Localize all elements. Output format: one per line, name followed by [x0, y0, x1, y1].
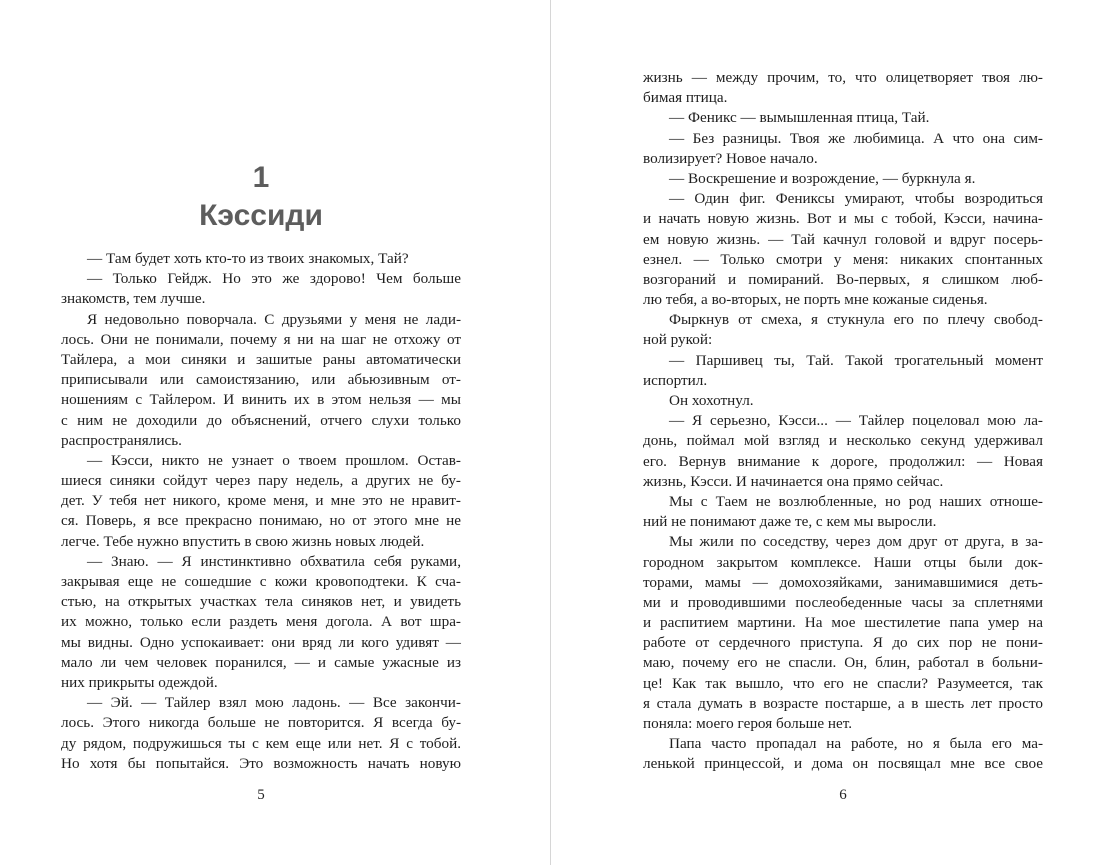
- text-line: и распитием мартини. На мое шестилетие папа умер на: [643, 614, 1043, 632]
- text-line: поняла: моего героя больше нет.: [643, 715, 853, 732]
- text-line: ленькой принцессой, и дома он посвящал мне все свое: [643, 755, 1043, 773]
- text-line: распространялись.: [61, 431, 182, 449]
- text-line: с ним не доходили до объяснений, отчего слухи только: [61, 411, 461, 429]
- text-line: Папа часто пропадал на работе, но я была его ма-: [669, 735, 1043, 753]
- text-line: торами, мамы — домохозяйками, занимавшимися деть-: [643, 573, 1043, 591]
- text-line: донь, поймал мой взгляд и несколько секунд удерживал: [643, 432, 1043, 450]
- chapter-title: Кэссиди: [199, 199, 323, 232]
- text-line: городном закрытом комплексе. Наши отцы были док-: [643, 553, 1043, 571]
- text-line: — Я серьезно, Кэсси... — Тайлер поцеловал мою ла-: [669, 412, 1043, 430]
- text-line: волизирует? Новое начало.: [643, 149, 818, 167]
- text-line: — Без разницы. Твоя же любимица. А что она сим-: [669, 129, 1043, 147]
- text-line: легче. Тебе нужно впустить в свою жизнь новых людей.: [61, 532, 425, 550]
- text-line: — Один фиг. Фениксы умирают, чтобы возродиться: [669, 190, 1043, 208]
- text-line: них прикрыты одеждой.: [61, 673, 218, 691]
- text-line: — Паршивец ты, Тай. Такой трогательный момент: [669, 351, 1043, 369]
- page-number: 5: [257, 787, 265, 803]
- text-line: Я недовольно поворчала. С друзьями у меня не лади-: [87, 310, 461, 328]
- page-number: 6: [839, 787, 847, 803]
- text-line: — Там будет хоть кто-то из твоих знакомых, Тай?: [87, 250, 409, 267]
- text-line: — Кэсси, никто не узнает о твоем прошлом. Остав-: [87, 451, 461, 469]
- text-line: дет. У тебя нет никого, кроме меня, и мне это не нравит-: [61, 492, 461, 510]
- text-line: и начать новую жизнь. Вот и мы с тобой, Кэсси, начина-: [643, 210, 1043, 228]
- text-line: ми и проводившими послеобеденные часы за сплетнями: [643, 593, 1043, 611]
- text-line: ду рядом, подружишься ты с кем еще или нет. Я с тобой.: [61, 734, 461, 752]
- text-line: жизнь, Кэсси. И начинается она прямо сейчас.: [643, 472, 944, 490]
- right-page: [551, 0, 1101, 865]
- text-line: — Только Гейдж. Но это же здорово! Чем больше: [87, 270, 461, 288]
- left-page-text: [61, 249, 461, 774]
- text-line: Он хохотнул.: [669, 392, 754, 409]
- text-line: лось. Они не понимали, почему я ни на шаг не отхожу от: [61, 330, 461, 348]
- text-line: — Воскрешение и возрождение, — буркнула я.: [669, 169, 976, 187]
- text-line: Фыркнув от смеха, я стукнула его по плечу свобод-: [669, 311, 1043, 329]
- text-line: ем новую жизнь. — Тай качнул головой и вдруг посерь-: [643, 230, 1043, 248]
- text-line: стью, на открытых участках тела синяков нет, и увидеть: [61, 593, 461, 611]
- text-line: лю тебя, а во-вторых, не порть мне кожаные сиденья.: [643, 291, 988, 309]
- text-line: Мы с Таем не возлюбленные, но род наших отноше-: [669, 492, 1043, 510]
- text-line: возгораний и помираний. Во-первых, я слишком люб-: [643, 270, 1043, 288]
- text-line: знакомств, тем лучше.: [61, 290, 206, 308]
- text-line: — Эй. — Тайлер взял мою ладонь. — Все закончи-: [87, 694, 461, 712]
- text-line: Мы жили по соседству, через дом друг от друга, в за-: [669, 533, 1043, 551]
- right-page-text: [643, 68, 1043, 775]
- text-line: мы видны. Одно успокаивает: они вряд ли кого удивят —: [61, 633, 461, 651]
- text-line: маю, почему его не спасли. Он, блин, работал в больни-: [643, 654, 1043, 672]
- text-line: испортил.: [643, 371, 708, 389]
- text-line: ся. Поверь, я все прекрасно понимаю, но от этого мне не: [61, 512, 461, 530]
- left-page: [0, 0, 550, 865]
- text-line: приписывали или самоистязанию, или абьюзивным от-: [61, 371, 461, 389]
- text-line: Но хотя бы попытайся. Это возможность начать новую: [61, 754, 461, 772]
- text-line: мало ли чем человек поранился, — и самые ужасные из: [61, 653, 461, 671]
- text-line: бимая птица.: [643, 89, 728, 107]
- text-line: лось. Этого никогда больше не повторится. Я всегда бу-: [61, 714, 461, 732]
- text-line: шиеся синяки сойдут через пару недель, а других не бу-: [61, 472, 461, 490]
- chapter-number: 1: [252, 161, 270, 194]
- text-line: — Феникс — вымышленная птица, Тай.: [669, 109, 930, 127]
- text-line: их можно, только если раздеть меня догола. А вот шра-: [61, 613, 461, 631]
- text-line: ний не понимают даже те, с кем мы выросли.: [643, 513, 937, 531]
- text-line: закрывая еще не сошедшие с кожи кровоподтеки. К сча-: [61, 573, 461, 590]
- text-line: це! Как так вышло, что его не спасли? Разумеется, так: [643, 674, 1043, 692]
- text-line: я стала думать в возрасте постарше, а в шесть лет просто: [643, 694, 1043, 712]
- text-line: жизнь — между прочим, то, что олицетворяет твоя лю-: [643, 69, 1043, 86]
- text-line: его. Вернув внимание к дороге, продолжил: — Новая: [643, 452, 1043, 470]
- text-line: Тайлера, а мои синяки и зашитые раны автоматически: [61, 350, 461, 368]
- text-line: ношениям с Тайлером. И винить их в этом нельзя — мы: [61, 391, 461, 409]
- text-line: — Знаю. — Я инстинктивно обхватила себя руками,: [87, 552, 461, 570]
- text-line: ной рукой:: [643, 331, 713, 349]
- text-line: езнел. — Только смотри у меня: никаких спонтанных: [643, 250, 1043, 268]
- text-line: работе от сердечного приступа. Я до сих пор не пони-: [643, 634, 1043, 652]
